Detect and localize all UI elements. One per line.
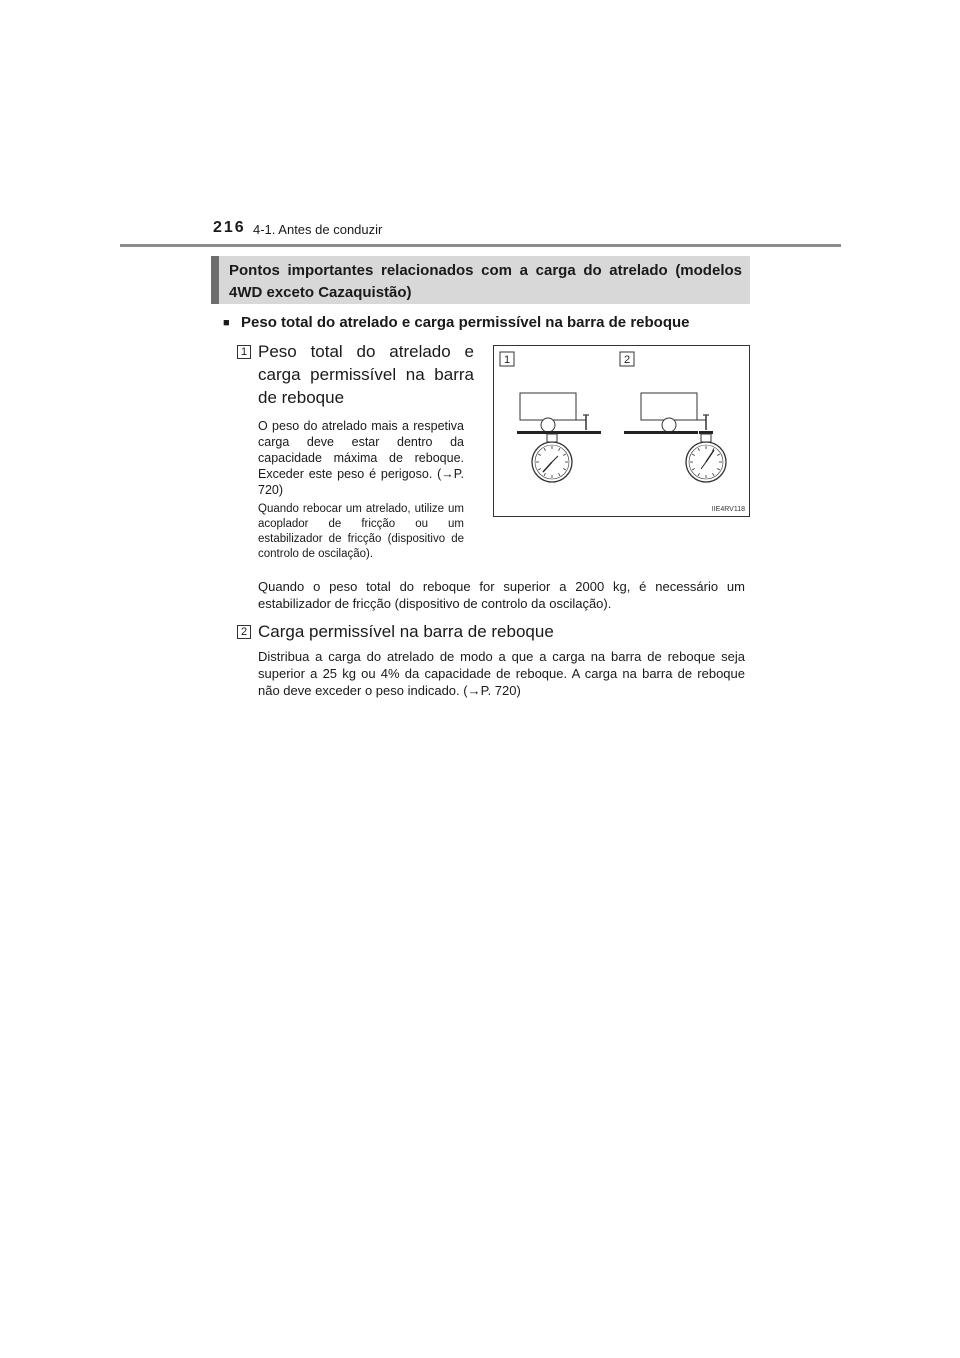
item-2-title: Carga permissível na barra de reboque [258,622,554,641]
header-divider [120,244,841,247]
topic-box [211,256,750,304]
item-2-number: 2 [237,625,251,639]
item-1-title: Peso total do atrelado e carga permissível na barra de reboque [258,342,474,407]
scale-platform-icon [517,431,601,434]
trailer-wheel-icon [662,418,676,432]
ground-line-icon [624,431,698,434]
figure-code: IIE4RV118 [711,506,745,513]
item-1-note: Quando rebocar um atrelado, utilize um acoplador de fricção ou um estabilizador de fricção (dispositivo de controlo de oscilação). [258,503,464,560]
item-1-description: O peso do atrelado mais a respetiva carga deve estar dentro da capacidade máxima de reboque. Exceder este peso é perigoso. (→P. 720) [258,419,464,497]
section-breadcrumb: 4-1. Antes de conduzir [253,222,383,237]
subheading [223,314,690,331]
item-1-number: 1 [237,345,251,359]
figure-marker-2: 2 [623,354,631,366]
trailer-wheel-icon [541,418,555,432]
item-2-description: Distribua a carga do atrelado de modo a que a carga na barra de reboque seja superior a 25 kg ou 4% da capacidade de reboque. A carga na barra de reboque não deve exceder o peso indicado. (→P. 720) [258,649,745,698]
item-1-extra: Quando o peso total do reboque for superior a 2000 kg, é necessário um estabilizador de fricção (dispositivo de controlo da oscilação). [258,579,745,611]
page-number: 216 [213,219,246,236]
square-bullet-icon: ■ [223,317,230,329]
tongue-weight-figure [493,345,750,517]
figure-marker-1: 1 [503,354,511,366]
topic-title: Pontos importantes relacionados com a carga do atrelado (modelos 4WD exceto Cazaquistão) [229,262,742,301]
subheading-text: Peso total do atrelado e carga permissível na barra de reboque [241,314,690,331]
